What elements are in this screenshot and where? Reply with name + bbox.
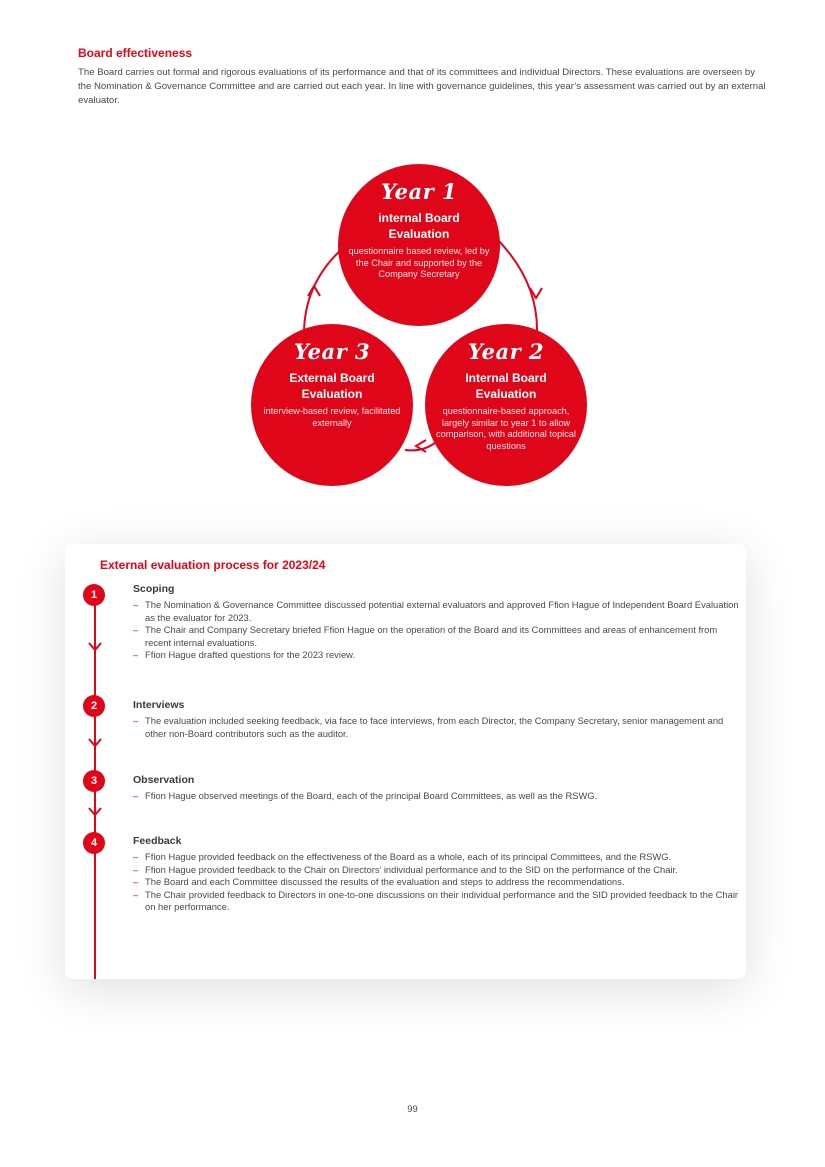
bullet-item: – Ffion Hague observed meetings of the Board, each of the principal Board Committees, as well as the RSWG. [133, 790, 743, 803]
year-3-heading: External Board Evaluation [289, 371, 375, 401]
year-2-label: Year 2 [467, 339, 545, 364]
year-1-label: Year 1 [380, 179, 458, 204]
year-1-description: questionnaire based review, led by the Chair and supported by the Company Secretary [348, 246, 490, 279]
step-title: Scoping [133, 583, 175, 595]
year-2-description: questionnaire-based approach, largely similar to year 1 to allow comparison, with additional topical questions [436, 406, 576, 451]
chevron-down-icon [88, 642, 102, 652]
step-observation [133, 774, 743, 803]
page-number: 99 [407, 1104, 418, 1115]
bullet-item: – Ffion Hague provided feedback on the effectiveness of the Board as a whole, each of its principal Committees, and the RSWG. [133, 851, 743, 864]
year-1-circle [338, 164, 500, 326]
step-title: Interviews [133, 699, 185, 711]
intro-paragraph: The Board carries out formal and rigorous evaluations of its performance and that of its committees and individual Directors. These evaluations are overseen by the Nomination & Governance Committee and are carried out each year. In line with governance guidelines, this year’s assessment was carried out by an external evaluator. [78, 67, 766, 106]
step-bullets [133, 599, 743, 662]
step-title: Feedback [133, 835, 182, 847]
process-title: External evaluation process for 2023/24 [100, 558, 326, 572]
bullet-item: – The Chair provided feedback to Directors in one-to-one discussions on their individual performance and the SID provided feedback to the Chair on her performance. [133, 889, 743, 914]
step-3-badge: 3 [83, 770, 105, 792]
step-bullets [133, 851, 743, 914]
bullet-item: – The Chair and Company Secretary briefed Ffion Hague on the operation of the Board and its Committees and areas of enhancement from recent internal evaluations. [133, 624, 743, 649]
bullet-item: – The Nomination & Governance Committee discussed potential external evaluators and approved Ffion Hague of Independent Board Evaluation as the evaluator for 2023. [133, 599, 743, 624]
year-3-description: interview-based review, facilitated externally [263, 406, 401, 428]
evaluation-cycle-diagram [250, 160, 610, 490]
year-3-circle [251, 324, 413, 486]
step-1-badge: 1 [83, 584, 105, 606]
step-scoping [133, 583, 743, 662]
bullet-item: – The evaluation included seeking feedback, via face to face interviews, from each Director, the Company Secretary, senior management and other non-Board contributors such as the auditor. [133, 715, 743, 740]
year-2-heading: Internal Board Evaluation [465, 371, 547, 401]
year-2-circle [425, 324, 587, 486]
step-title: Observation [133, 774, 195, 786]
step-4-badge: 4 [83, 832, 105, 854]
step-bullets [133, 715, 743, 740]
arrow-head-year3-to-year1 [308, 286, 320, 296]
year-1-heading: internal Board Evaluation [378, 211, 460, 241]
year-3-label: Year 3 [293, 339, 371, 364]
bullet-item: – Ffion Hague provided feedback to the Chair on Directors’ individual performance and to the SID on the performance of the Chair. [133, 864, 743, 877]
chevron-down-icon [88, 807, 102, 817]
arrow-year1-to-year2 [498, 240, 537, 332]
step-feedback [133, 835, 743, 914]
section-title: Board effectiveness [78, 46, 193, 60]
step-2-badge: 2 [83, 695, 105, 717]
bullet-item: – Ffion Hague drafted questions for the 2023 review. [133, 649, 743, 662]
step-interviews [133, 699, 743, 740]
step-bullets [133, 790, 743, 803]
bullet-item: – The Board and each Committee discussed the results of the evaluation and steps to address the recommendations. [133, 876, 743, 889]
chevron-down-icon [88, 738, 102, 748]
